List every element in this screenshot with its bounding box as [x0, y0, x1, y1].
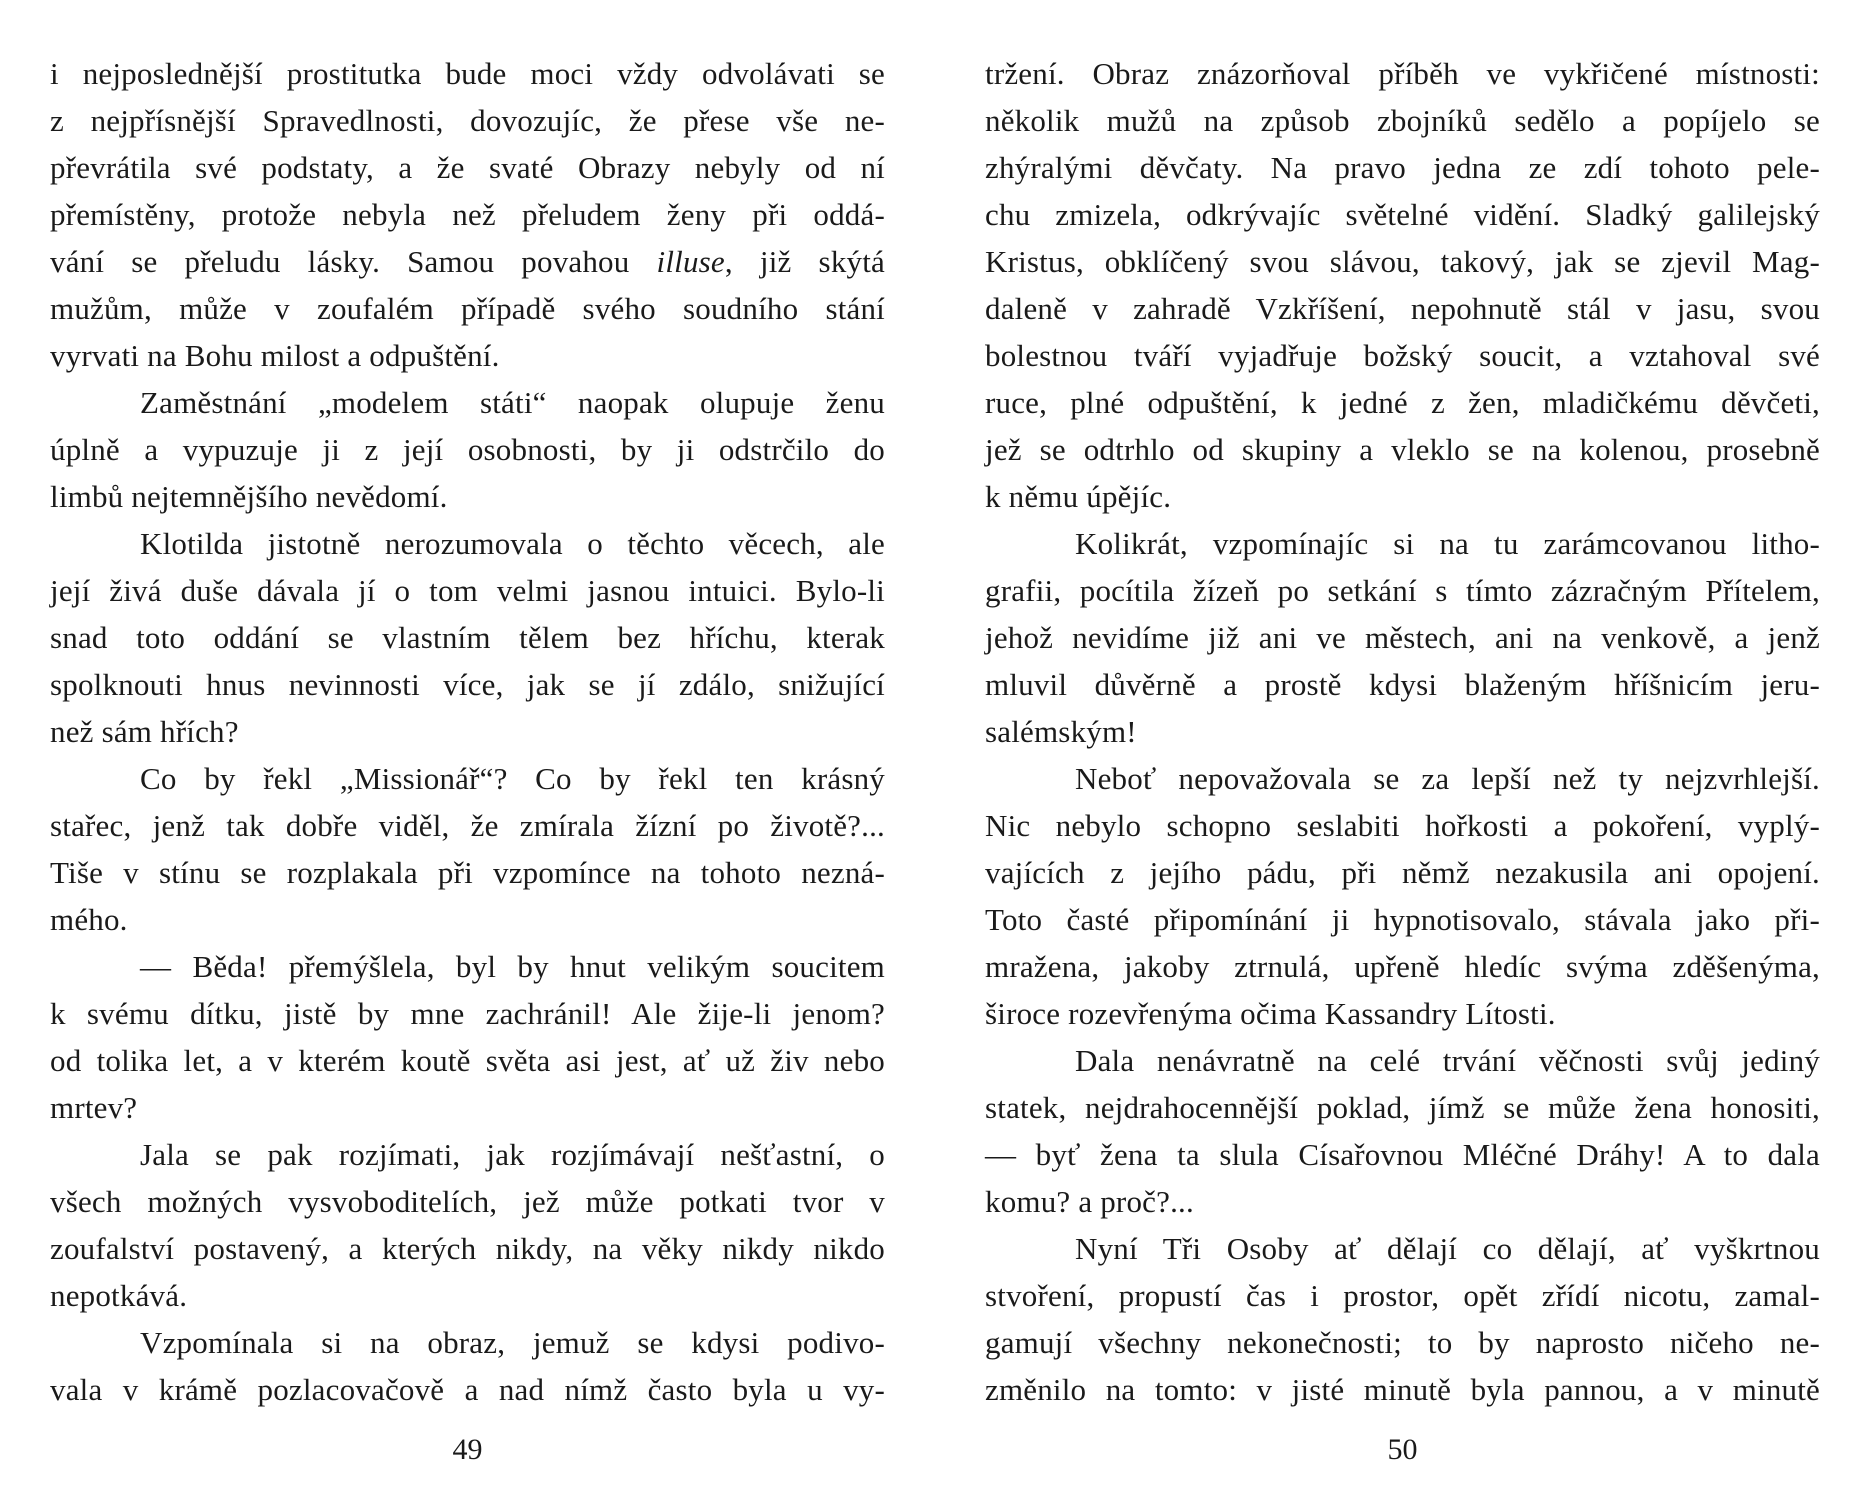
text-line: limbů nejtemnějšího nevědomí. [50, 479, 448, 514]
text-line: spolknouti hnus nevinnosti více, jak se jí zdálo, snižující [50, 667, 885, 702]
text-line: stvoření, propustí čas i prostor, opět zřídí nicotu, zamal- [985, 1278, 1820, 1313]
text-line: mluvil důvěrně a prostě kdysi blaženým hříšnicím jeru- [985, 667, 1820, 702]
text-line: Dala nenávratně na celé trvání věčnosti svůj jediný [1075, 1043, 1820, 1078]
text-line: Zaměstnání „modelem státi“ naopak olupuje ženu [140, 385, 885, 420]
page-number: 50 [1387, 1433, 1418, 1466]
text-line: od tolika let, a v kterém koutě světa asi jest, ať už živ nebo [50, 1043, 885, 1078]
page-text [50, 50, 885, 1407]
text-line: Co by řekl „Missionář“? Co by řekl ten krásný [140, 761, 885, 796]
text-line: Kristus, obklíčený svou slávou, takový, jak se zjevil Mag- [985, 244, 1820, 279]
text-line: statek, nejdrahocennější poklad, jímž se může žena honositi, [985, 1090, 1820, 1125]
text-line: salémským! [985, 714, 1137, 749]
text-line: mužům, může v zoufalém případě svého soudního stání [50, 291, 885, 326]
text-line: — byť žena ta slula Císařovnou Mléčné Dráhy! A to dala [985, 1137, 1820, 1172]
text-line: tržení. Obraz znázorňoval příběh ve vykřičené místnosti: [985, 56, 1820, 91]
text-line: než sám hřích? [50, 714, 239, 749]
text-line: nepotkává. [50, 1278, 188, 1313]
text-line: několik mužů na způsob zbojníků sedělo a popíjelo se [985, 103, 1820, 138]
text-line: vala v krámě pozlacovačově a nad nímž často byla u vy- [50, 1372, 885, 1407]
text-line: daleně v zahradě Vzkříšení, nepohnutě stál v jasu, svou [985, 291, 1820, 326]
text-line: komu? a proč?... [985, 1184, 1194, 1219]
text-line: vání se přeludu lásky. Samou povahou illuse, již skýtá [50, 244, 885, 279]
text-line: mého. [50, 902, 128, 937]
text-line: bolestnou tváří vyjadřuje božský soucit, a vztahoval své [985, 338, 1820, 373]
page-number: 49 [452, 1433, 483, 1466]
text-line: Toto časté připomínání ji hypnotisovalo, stávala jako při- [985, 902, 1820, 937]
text-line: — Běda! přemýšlela, byl by hnut velikým soucitem [140, 949, 885, 984]
text-line: grafii, pocítila žízeň po setkání s tímto zázračným Přítelem, [985, 573, 1820, 608]
text-line: mražena, jakoby ztrnulá, upřeně hledíc svýma zděšenýma, [985, 949, 1820, 984]
text-line: mrtev? [50, 1090, 138, 1125]
text-line: gamují všechny nekonečnosti; to by naprosto ničeho ne- [985, 1325, 1820, 1360]
page-left [50, 50, 885, 1470]
text-line: jež se odtrhlo od skupiny a vleklo se na kolenou, prosebně [985, 432, 1820, 467]
text-line: i nejposlednější prostitutka bude moci vždy odvolávati se [50, 56, 885, 91]
text-line: vajících z jejího pádu, při němž nezakusila ani opojení. [985, 855, 1820, 890]
text-line: Klotilda jistotně nerozumovala o těchto věcech, ale [140, 526, 885, 561]
text-line: přemístěny, protože nebyla než přeludem ženy při oddá- [50, 197, 885, 232]
text-line: její živá duše dávala jí o tom velmi jasnou intuici. Bylo-li [50, 573, 885, 608]
page-text [985, 50, 1820, 1407]
text-line: Nic nebylo schopno seslabiti hořkosti a pokoření, vyplý- [985, 808, 1820, 843]
text-line: všech možných vysvoboditelích, jež může potkati tvor v [50, 1184, 885, 1219]
text-line: zoufalství postavený, a kterých nikdy, na věky nikdy nikdo [50, 1231, 885, 1266]
text-line: z nejpřísnější Spravedlnosti, dovozujíc, že přese vše ne- [50, 103, 885, 138]
text-line: chu zmizela, odkrývajíc světelné vidění. Sladký galilejský [985, 197, 1820, 232]
text-line: Vzpomínala si na obraz, jemuž se kdysi podivo- [140, 1325, 885, 1360]
text-line: Jala se pak rozjímati, jak rozjímávají nešťastní, o [140, 1137, 885, 1172]
text-line: zhýralými děvčaty. Na pravo jedna ze zdí tohoto pele- [985, 150, 1820, 185]
text-line: Kolikrát, vzpomínajíc si na tu zarámcovanou litho- [1075, 526, 1820, 561]
text-line: Neboť nepovažovala se za lepší než ty nejzvrhlejší. [1075, 761, 1820, 796]
text-line: k svému dítku, jistě by mne zachránil! Ale žije-li jenom? [50, 996, 885, 1031]
text-line: změnilo na tomto: v jisté minutě byla pannou, a v minutě [985, 1372, 1820, 1407]
text-line: Tiše v stínu se rozplakala při vzpomínce na tohoto nezná- [50, 855, 885, 890]
text-line: Nyní Tři Osoby ať dělají co dělají, ať vyškrtnou [1075, 1231, 1820, 1266]
text-line: snad toto oddání se vlastním tělem bez hříchu, kterak [50, 620, 885, 655]
text-line: široce rozevřenýma očima Kassandry Lítosti. [985, 996, 1556, 1031]
text-line: ruce, plné odpuštění, k jedné z žen, mladičkému děvčeti, [985, 385, 1820, 420]
page-right [985, 50, 1820, 1470]
text-line: jehož nevidíme již ani ve městech, ani na venkově, a jenž [985, 620, 1820, 655]
text-line: vyrvati na Bohu milost a odpuštění. [50, 338, 500, 373]
text-line: převrátila své podstaty, a že svaté Obrazy nebyly od ní [50, 150, 885, 185]
text-line: úplně a vypuzuje ji z její osobnosti, by ji odstrčilo do [50, 432, 885, 467]
text-line: k němu úpějíc. [985, 479, 1172, 514]
text-line: stařec, jenž tak dobře viděl, že zmírala žízní po životě?... [50, 808, 885, 843]
